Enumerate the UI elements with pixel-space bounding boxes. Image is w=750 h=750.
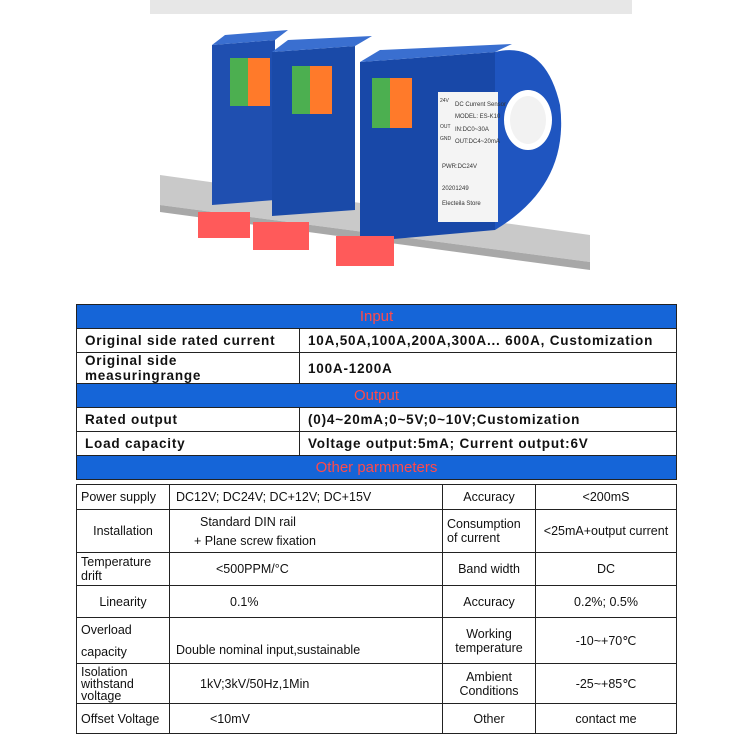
table-row — [77, 510, 677, 553]
param-label-line-2: capacity — [81, 644, 127, 659]
table-row — [77, 432, 677, 456]
param-value: 0.2%; 0.5% — [536, 586, 677, 618]
label-line-7: Electeila Store — [442, 201, 481, 207]
row-label: Rated output — [77, 408, 300, 432]
param-label: Isolation withstand voltage — [77, 664, 170, 704]
row-label: Load capacity — [77, 432, 300, 456]
param-value — [170, 510, 443, 553]
label-tag-4: GND — [440, 136, 452, 142]
param-label — [77, 618, 170, 664]
row-value: Voltage output:5mA; Current output:6V — [300, 432, 677, 456]
param-label: Temperature drift — [77, 553, 170, 586]
other-header: Other parmmeters — [77, 456, 677, 480]
label-line-1: DC Current Sensor — [455, 102, 507, 108]
param-value-line-2: + Plane screw fixation — [194, 533, 316, 548]
param-value: <500PPM/°C — [170, 553, 443, 586]
row-label: Original side measuringrange — [77, 353, 300, 384]
param-value-line-1: Standard DIN rail — [200, 514, 296, 529]
param-label: Band width — [443, 553, 536, 586]
product-photo — [150, 0, 632, 290]
param-value: Double nominal input,sustainable — [170, 618, 443, 664]
param-value: contact me — [536, 704, 677, 734]
label-line-5: PWR:DC24V — [442, 164, 478, 170]
param-label: Other — [443, 704, 536, 734]
output-header: Output — [77, 384, 677, 408]
param-label: Installation — [77, 510, 170, 553]
label-tag-3: OUT — [440, 124, 451, 130]
param-value: DC12V; DC24V; DC+12V; DC+15V — [170, 485, 443, 510]
param-label: Ambient Conditions — [443, 664, 536, 704]
table-row — [77, 553, 677, 586]
param-value: -25~+85℃ — [536, 664, 677, 704]
table-row — [77, 586, 677, 618]
spec-table — [76, 304, 677, 480]
param-label: Accuracy — [443, 586, 536, 618]
param-value: <200mS — [536, 485, 677, 510]
input-header: Input — [77, 305, 677, 329]
param-value: <10mV — [170, 704, 443, 734]
param-value: -10~+70℃ — [536, 618, 677, 664]
label-line-6: 20201249 — [442, 186, 469, 192]
row-value: 10A,50A,100A,200A,300A... 600A, Customization — [300, 329, 677, 353]
param-value: <25mA+output current — [536, 510, 677, 553]
param-value: 0.1% — [170, 586, 443, 618]
param-label: Power supply — [77, 485, 170, 510]
current-sensor-illustration — [150, 0, 632, 290]
table-row — [77, 485, 677, 510]
param-label: Accuracy — [443, 485, 536, 510]
param-label: Consumption of current — [443, 510, 536, 553]
label-line-3: IN:DC0~30A — [455, 127, 489, 133]
table-row — [77, 329, 677, 353]
table-row — [77, 704, 677, 734]
row-value: (0)4~20mA;0~5V;0~10V;Customization — [300, 408, 677, 432]
param-value: 1kV;3kV/50Hz,1Min — [170, 664, 443, 704]
table-row — [77, 353, 677, 384]
other-parameters-table — [76, 484, 677, 734]
row-label: Original side rated current — [77, 329, 300, 353]
param-label: Linearity — [77, 586, 170, 618]
label-tag-1: 24V — [440, 98, 449, 104]
param-label: Offset Voltage — [77, 704, 170, 734]
param-value: DC — [536, 553, 677, 586]
table-row — [77, 664, 677, 704]
label-line-2: MODEL: ES-K10 — [455, 114, 501, 120]
table-row — [77, 618, 677, 664]
param-label-line-1: Overload — [81, 622, 132, 637]
param-label: Working temperature — [443, 618, 536, 664]
row-value: 100A-1200A — [300, 353, 677, 384]
label-line-4: OUT:DC4~20mA — [455, 139, 500, 145]
table-row — [77, 408, 677, 432]
